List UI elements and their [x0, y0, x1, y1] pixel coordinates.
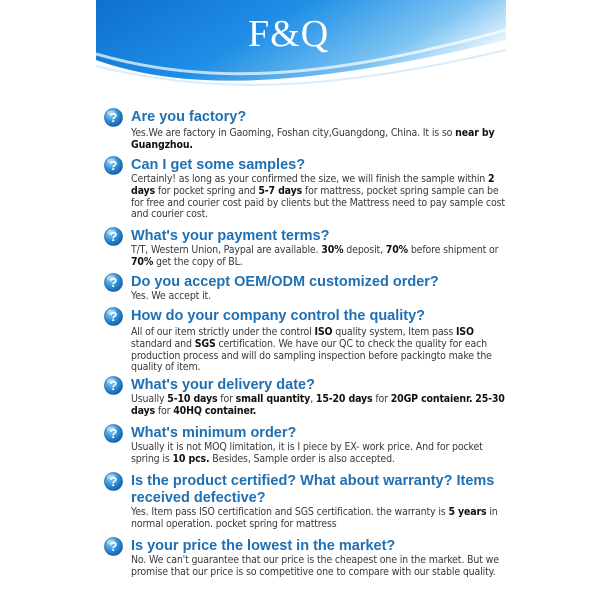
question-mark-icon	[104, 472, 123, 491]
answer-emphasis: 10 pcs.	[172, 452, 210, 465]
answer-emphasis: near by Guangzhou.	[131, 127, 495, 151]
question-mark-icon	[104, 227, 123, 246]
answer-emphasis: ISO	[314, 326, 333, 338]
faq-question: What's your payment terms?	[131, 228, 330, 244]
answer-text: deposit,	[343, 244, 386, 256]
answer-text: All of our item strictly under the control	[131, 326, 315, 338]
faq-item	[98, 472, 508, 530]
answer-emphasis: 5-10 days	[167, 393, 218, 405]
answer-emphasis: 2 days	[131, 173, 495, 197]
faq-answer	[131, 555, 506, 579]
faq-answer	[131, 128, 506, 152]
faq-item	[98, 307, 508, 374]
answer-text: T/T, Western Union, Paypal are available.	[131, 244, 322, 256]
svg-text:?: ?	[109, 474, 118, 489]
answer-text: Certainly! as long as your confirmed the size, we will finish the sample within	[131, 173, 488, 185]
answer-emphasis: 40HQ container.	[173, 404, 257, 417]
answer-text: certification. We have our QC to check the quality for each production process and will do sampling inspection before packingto make the quality of item.	[131, 337, 492, 374]
answer-text: for pocket spring and	[155, 184, 259, 197]
question-mark-icon	[104, 156, 123, 175]
svg-text:?: ?	[109, 378, 118, 393]
svg-text:?: ?	[109, 158, 118, 173]
answer-text: No. We can't guarantee that our price is the cheapest one in the market. But we promise that our price is so competitive one to compare with our stable quality.	[131, 554, 499, 578]
answer-emphasis: SGS	[194, 337, 216, 350]
svg-text:?: ?	[109, 426, 118, 441]
question-mark-icon	[104, 108, 123, 127]
question-mark-icon	[104, 273, 123, 292]
faq-item	[98, 424, 508, 465]
answer-text: Yes. Item pass ISO certification and SGS certification. the warranty is	[131, 506, 449, 518]
answer-text: Besides, Sample order is also accepted.	[209, 452, 395, 465]
faq-question: Can I get some samples?	[131, 157, 306, 173]
answer-text: get the copy of BL.	[153, 255, 243, 268]
faq-answer	[131, 245, 506, 269]
header-banner	[96, 0, 506, 98]
answer-text: in normal operation. pocket spring for mattress	[131, 506, 498, 530]
svg-text:?: ?	[109, 275, 118, 290]
answer-text: for mattress, pocket spring sample can be for free and courier cost paid by clients but the Mattress need to pay sample cost and courier cost.	[131, 184, 505, 221]
faq-question-row	[98, 108, 508, 128]
faq-answer	[131, 291, 506, 303]
faq-answer	[131, 174, 506, 221]
answer-emphasis: 70%	[385, 244, 408, 256]
faq-item	[98, 273, 508, 302]
svg-text:?: ?	[109, 110, 118, 125]
faq-answer	[131, 442, 506, 466]
faq-question: Is the product certified? What about warranty? Items received defective?	[131, 473, 495, 506]
answer-text: quality system, Item pass	[332, 326, 456, 338]
answer-text: for	[372, 393, 391, 405]
answer-emphasis: 5-7 days	[258, 184, 303, 197]
answer-text: Yes. We accept it.	[131, 290, 211, 302]
faq-question: Is your price the lowest in the market?	[131, 538, 396, 554]
faq-question: Do you accept OEM/ODM customized order?	[131, 274, 439, 290]
faq-question: What's your delivery date?	[131, 377, 315, 393]
answer-text: Usually	[131, 393, 168, 405]
page-title: F&Q	[248, 13, 330, 55]
faq-answer	[131, 327, 506, 374]
answer-emphasis: 30%	[321, 244, 344, 256]
answer-text: Yes.We are factory in Gaoming, Foshan city,Guangdong, China. It is so	[131, 127, 456, 139]
faq-question: How do your company control the quality?	[131, 308, 426, 324]
answer-emphasis: ISO	[455, 326, 474, 338]
question-mark-icon	[104, 307, 123, 326]
faq-item	[98, 227, 508, 268]
answer-text: ,	[310, 393, 316, 405]
answer-emphasis: 20GP contaienr.	[390, 393, 473, 405]
faq-answer	[131, 507, 506, 531]
answer-emphasis: 25-30 days	[131, 393, 505, 417]
question-mark-icon	[104, 424, 123, 443]
answer-text: before shipment or	[407, 244, 499, 256]
answer-emphasis: 70%	[131, 255, 154, 268]
svg-text:?: ?	[109, 309, 118, 324]
answer-emphasis: 5 years	[448, 506, 487, 518]
faq-question: What's minimum order?	[131, 425, 297, 441]
svg-text:?: ?	[109, 229, 118, 244]
answer-emphasis: small quantity	[235, 393, 311, 405]
faq-item	[98, 108, 508, 151]
answer-text: for	[217, 393, 236, 405]
faq-answer	[131, 394, 506, 418]
faq-item	[98, 376, 508, 417]
faq-question-row	[98, 472, 508, 506]
answer-text: standard and	[131, 337, 195, 350]
question-mark-icon	[104, 376, 123, 395]
question-mark-icon	[104, 537, 123, 556]
answer-emphasis: 15-20 days	[315, 393, 373, 405]
faq-question: Are you factory?	[131, 109, 247, 125]
answer-text: for	[155, 404, 174, 417]
faq-item	[98, 537, 508, 578]
answer-text: Usually it is not MOQ limitation, it is I piece by EX- work price. And for pocket spring is	[131, 441, 483, 465]
svg-text:?: ?	[109, 539, 118, 554]
faq-item	[98, 156, 508, 221]
faq-question-row	[98, 307, 508, 327]
